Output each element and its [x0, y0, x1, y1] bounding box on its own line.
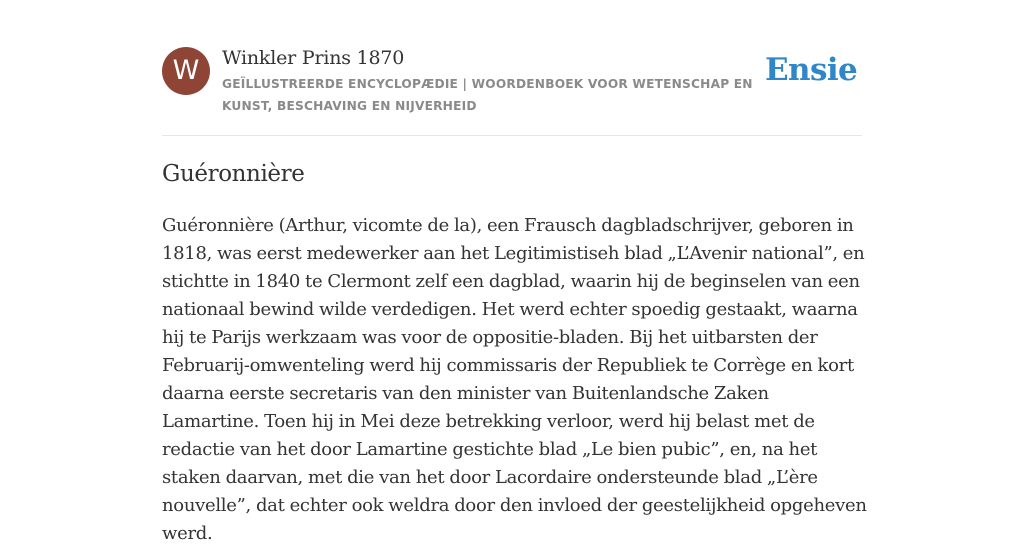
- entry-body: Guéronnière (Arthur, vicomte de la), een Frausch dagbladschrijver, geboren in 1818, was eerst medewerker aan het Legitimistiseh blad „L’Avenir national”, en stichtte in 1840 te Clermont zelf een dagblad, waarin hij de beginselen van een nationaal bewind wilde verdedigen. Het werd echter spoedig gestaakt, waarna hij te Parijs werkzaam was voor de oppositie-bladen. Bij het uitbarsten der Februarij-omwenteling werd hij commissaris der Republiek te Corrège en kort daarna eerste secretaris van den minister van Buitenlandsche Zaken Lamartine. Toen hij in Mei deze betrekking verloor, werd hij belast met de redactie van het door Lamartine gestichte blad „Le bien pubic”, en, na het staken daarvan, met die van het door Lacordaire ondersteunde blad „L’ère nouvelle”, dat echter ook weldra door den invloed der geestelijkheid opgeheven werd.: [162, 215, 867, 544]
- ensie-logo[interactable]: Ensie: [765, 52, 858, 88]
- source-avatar[interactable]: W: [162, 47, 210, 95]
- source-info: [222, 46, 762, 117]
- source-header: [162, 46, 862, 116]
- entry-title: Guéronnière: [162, 161, 305, 187]
- header-divider: [162, 135, 862, 136]
- source-subtitle: GEÏLLUSTREERDE ENCYCLOPÆDIE | WOORDENBOEK VOOR WETENSCHAP EN KUNST, BESCHAVING EN NIJVERHEID: [222, 77, 753, 113]
- source-title[interactable]: Winkler Prins 1870: [222, 47, 405, 69]
